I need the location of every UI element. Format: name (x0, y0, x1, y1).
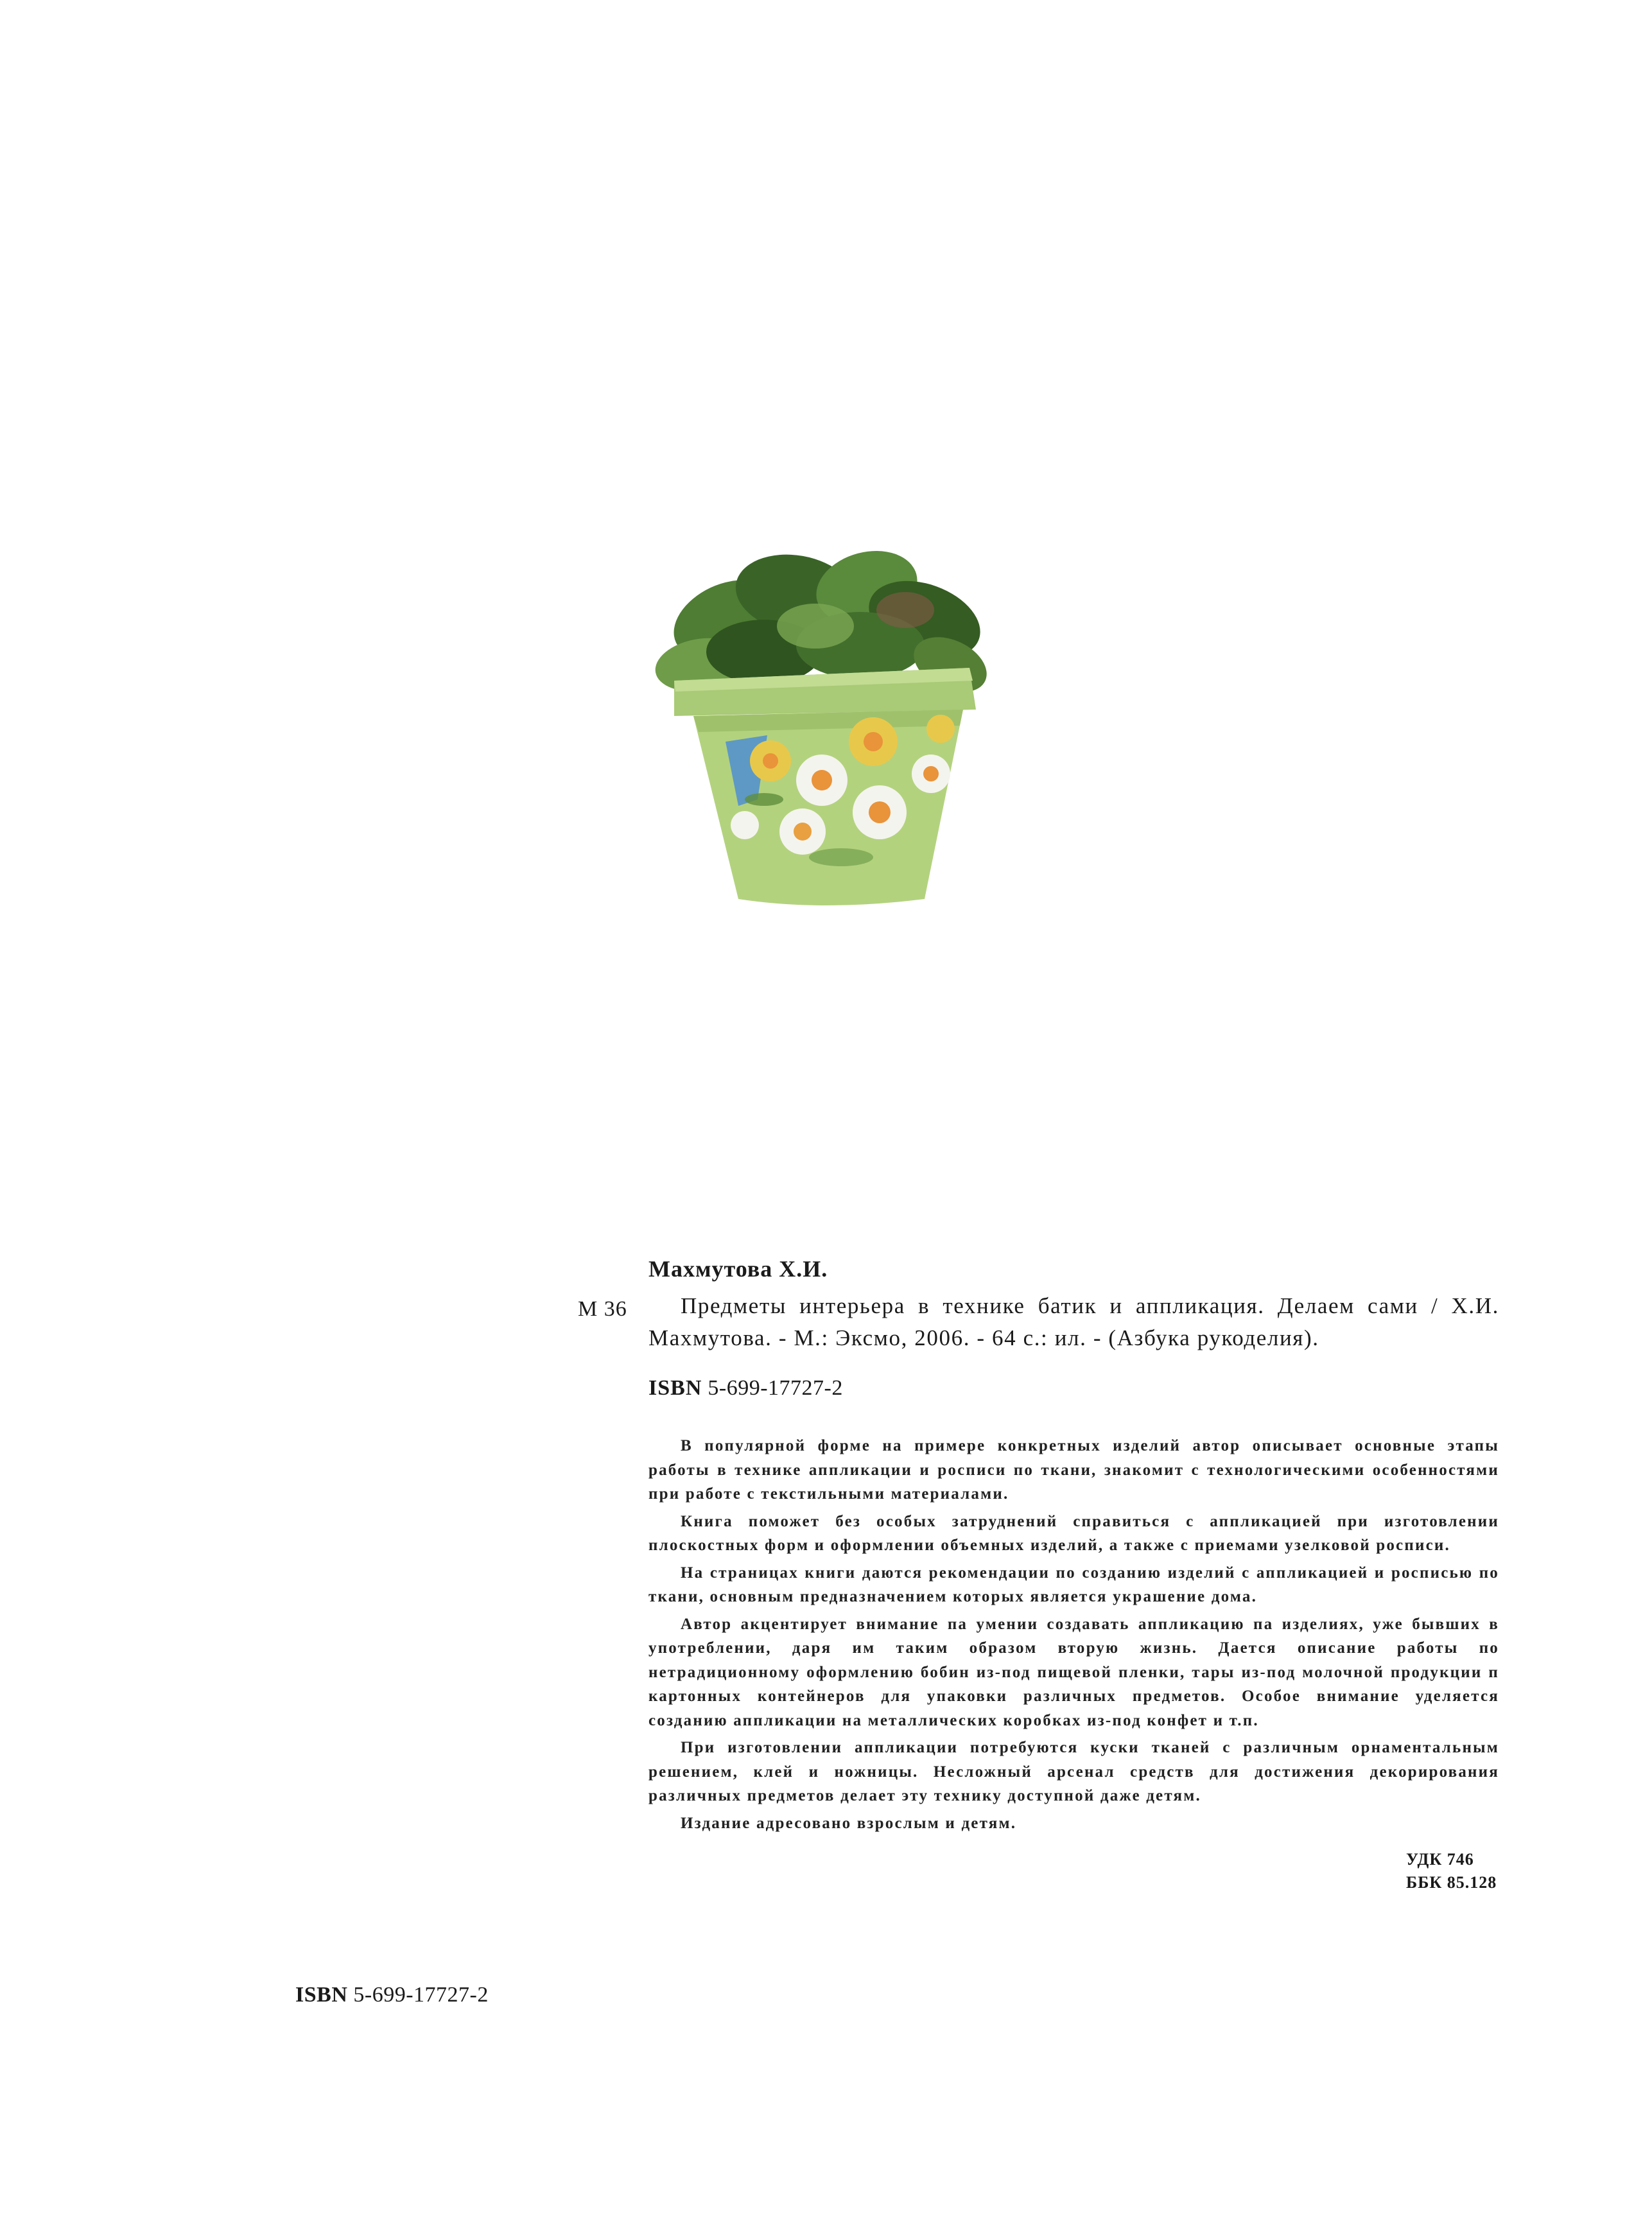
abstract-paragraph: Автор акцентирует внимание па умении создавать аппликацию па изделиях, уже бывших в употреблении, даря им таким образом вторую жизнь. Дается описание работы по нетрадиционному оформлению бобин из-под пищевой пленки, тары из-под молочной продукции п картонных контейнеров для упаковки различных предметов. Особое внимание уделяется созданию аппликации на металлических коробках из-под конфет и т.п. (648, 1615, 1499, 1729)
abstract-paragraph: На страницах книги даются рекомендации по созданию изделий с аппликацией и росписью по ткани, основным предназначением которых является украшение дома. (648, 1564, 1499, 1605)
bibliographic-record (648, 1255, 1499, 1838)
bibliographic-entry: Предметы интерьера в технике батик и аппликация. Делаем сами / Х.И. Махмутова. - М.: Эксмо, 2006. - 64 с.: ил. - (Азбука рукоделия). (648, 1293, 1499, 1350)
footer-isbn (295, 1983, 489, 2007)
decorated-pot (674, 668, 976, 905)
udk-code: УДК 746 (1406, 1850, 1474, 1869)
classification-code: М 36 (578, 1297, 627, 1321)
classification-codes (1406, 1848, 1497, 1894)
abstract-paragraph: В популярной форме на примере конкретных изделий автор описывает основные этапы работы в технике аппликации и росписи по ткани, знакомит с технологическими особенностями при работе с текстильными материалами. (648, 1437, 1499, 1503)
abstract (648, 1434, 1499, 1835)
isbn-label: ISBN (648, 1376, 702, 1400)
footer-isbn-label: ISBN (295, 1983, 348, 2007)
isbn-number: 5-699-17727-2 (708, 1376, 843, 1400)
author-name: Махмутова Х.И. (648, 1256, 828, 1282)
isbn (648, 1376, 1499, 1400)
bbk-code: ББК 85.128 (1406, 1873, 1497, 1892)
footer-isbn-number: 5-699-17727-2 (353, 1983, 489, 2007)
flower-pot-photo (648, 549, 1008, 909)
abstract-paragraph: Книга поможет без особых затруднений справиться с аппликацией при изготовлении плоскостных форм и оформлении объемных изделий, а также с приемами узелковой росписи. (648, 1512, 1499, 1554)
abstract-paragraph: Издание адресовано взрослым и детям. (681, 1814, 1017, 1832)
abstract-paragraph: При изготовлении аппликации потребуются куски тканей с различным орнаментальным решением, клей и ножницы. Несложный арсенал средств для достижения декорирования различных предметов делает эту технику доступной даже детям. (648, 1739, 1499, 1804)
